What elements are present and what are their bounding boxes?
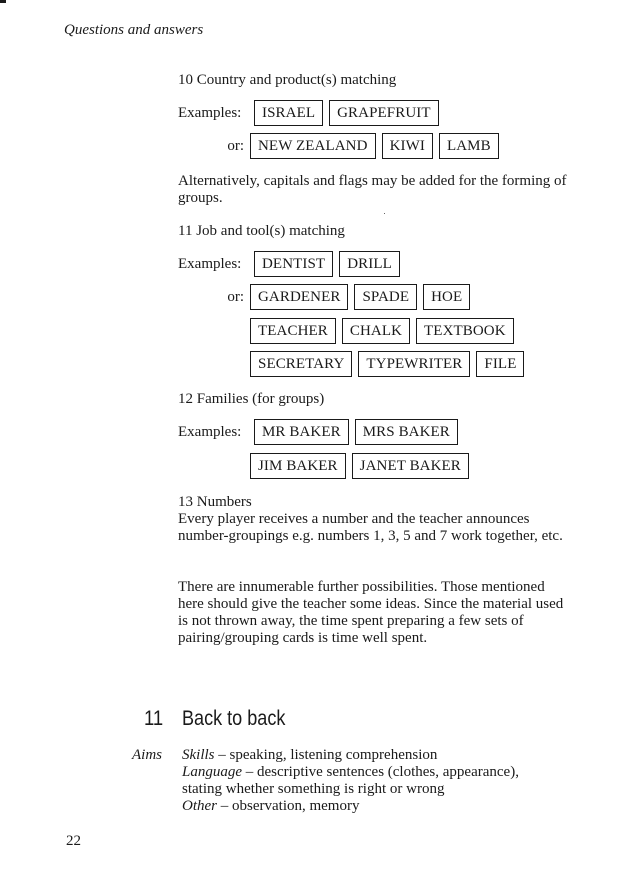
item-13-heading: 13 Numbers bbox=[178, 494, 252, 510]
word-card: GRAPEFRUIT bbox=[329, 100, 439, 126]
word-card: MR BAKER bbox=[254, 419, 349, 445]
word-card: TEACHER bbox=[250, 318, 336, 344]
aims-skills-line bbox=[182, 747, 602, 764]
aims-language-line-2: stating whether something is right or wrong bbox=[182, 781, 445, 797]
card-group bbox=[250, 133, 499, 159]
word-card: NEW ZEALAND bbox=[250, 133, 376, 159]
item-10-examples-row bbox=[178, 100, 439, 126]
word-card: TYPEWRITER bbox=[358, 351, 470, 377]
word-card: TEXTBOOK bbox=[416, 318, 514, 344]
page-number: 22 bbox=[66, 833, 81, 849]
item-10-heading: 10 Country and product(s) matching bbox=[178, 72, 397, 88]
word-card: SPADE bbox=[354, 284, 417, 310]
word-card: DRILL bbox=[339, 251, 400, 277]
other-text: – observation, memory bbox=[217, 798, 360, 814]
aims-other-line bbox=[182, 798, 602, 815]
language-label: Language bbox=[182, 764, 242, 780]
item-12-row-2 bbox=[250, 453, 469, 479]
word-card: CHALK bbox=[342, 318, 410, 344]
speck bbox=[384, 213, 385, 214]
card-group bbox=[250, 318, 514, 344]
item-12-heading: 12 Families (for groups) bbox=[178, 391, 325, 407]
skills-label: Skills bbox=[182, 747, 215, 763]
examples-label: Examples: bbox=[178, 423, 242, 440]
aims-language-line bbox=[182, 764, 602, 781]
item-11-row-3 bbox=[250, 318, 514, 344]
word-card: JIM BAKER bbox=[250, 453, 346, 479]
item-11-row-4 bbox=[250, 351, 524, 377]
card-group bbox=[254, 251, 400, 277]
item-11-examples-row bbox=[178, 251, 400, 277]
examples-label: Examples: bbox=[178, 104, 242, 121]
item-11-or-row bbox=[178, 284, 470, 310]
card-group bbox=[250, 351, 524, 377]
word-card: GARDENER bbox=[250, 284, 348, 310]
aims-block bbox=[182, 747, 602, 815]
or-label: or: bbox=[227, 288, 244, 305]
word-card: KIWI bbox=[382, 133, 433, 159]
item-12-examples-row bbox=[178, 419, 458, 445]
language-text: – descriptive sentences (clothes, appearance), bbox=[242, 764, 519, 780]
section-number: 11 bbox=[144, 707, 164, 730]
item-10-note: Alternatively, capitals and flags may be added for the forming of groups. bbox=[178, 173, 567, 206]
word-card: ISRAEL bbox=[254, 100, 323, 126]
item-10-or-row bbox=[178, 133, 499, 159]
word-card: LAMB bbox=[439, 133, 499, 159]
word-card: FILE bbox=[476, 351, 524, 377]
card-group bbox=[250, 284, 470, 310]
examples-label: Examples: bbox=[178, 255, 242, 272]
card-group bbox=[254, 419, 458, 445]
word-card: HOE bbox=[423, 284, 470, 310]
word-card: MRS BAKER bbox=[355, 419, 458, 445]
running-header: Questions and answers bbox=[64, 22, 204, 38]
other-label: Other bbox=[182, 798, 217, 814]
card-group bbox=[250, 453, 469, 479]
item-11-heading: 11 Job and tool(s) matching bbox=[178, 223, 345, 239]
section-title: Back to back bbox=[182, 707, 286, 730]
skills-text: – speaking, listening comprehension bbox=[214, 747, 438, 763]
or-label: or: bbox=[227, 137, 244, 154]
page-corner-mark bbox=[0, 0, 6, 3]
card-group bbox=[254, 100, 439, 126]
word-card: DENTIST bbox=[254, 251, 333, 277]
closing-paragraph: There are innumerable further possibilities. Those mentioned here should give the teacher some ideas. Since the material used is not thrown away, the time spent preparing a few sets of pairing/grouping cards is time well spent. bbox=[178, 579, 564, 646]
item-13-body: Every player receives a number and the teacher announces number-groupings e.g. numbers 1, 3, 5 and 7 work together, etc. bbox=[178, 511, 563, 544]
aims-label: Aims bbox=[132, 747, 162, 763]
word-card: JANET BAKER bbox=[352, 453, 469, 479]
word-card: SECRETARY bbox=[250, 351, 352, 377]
